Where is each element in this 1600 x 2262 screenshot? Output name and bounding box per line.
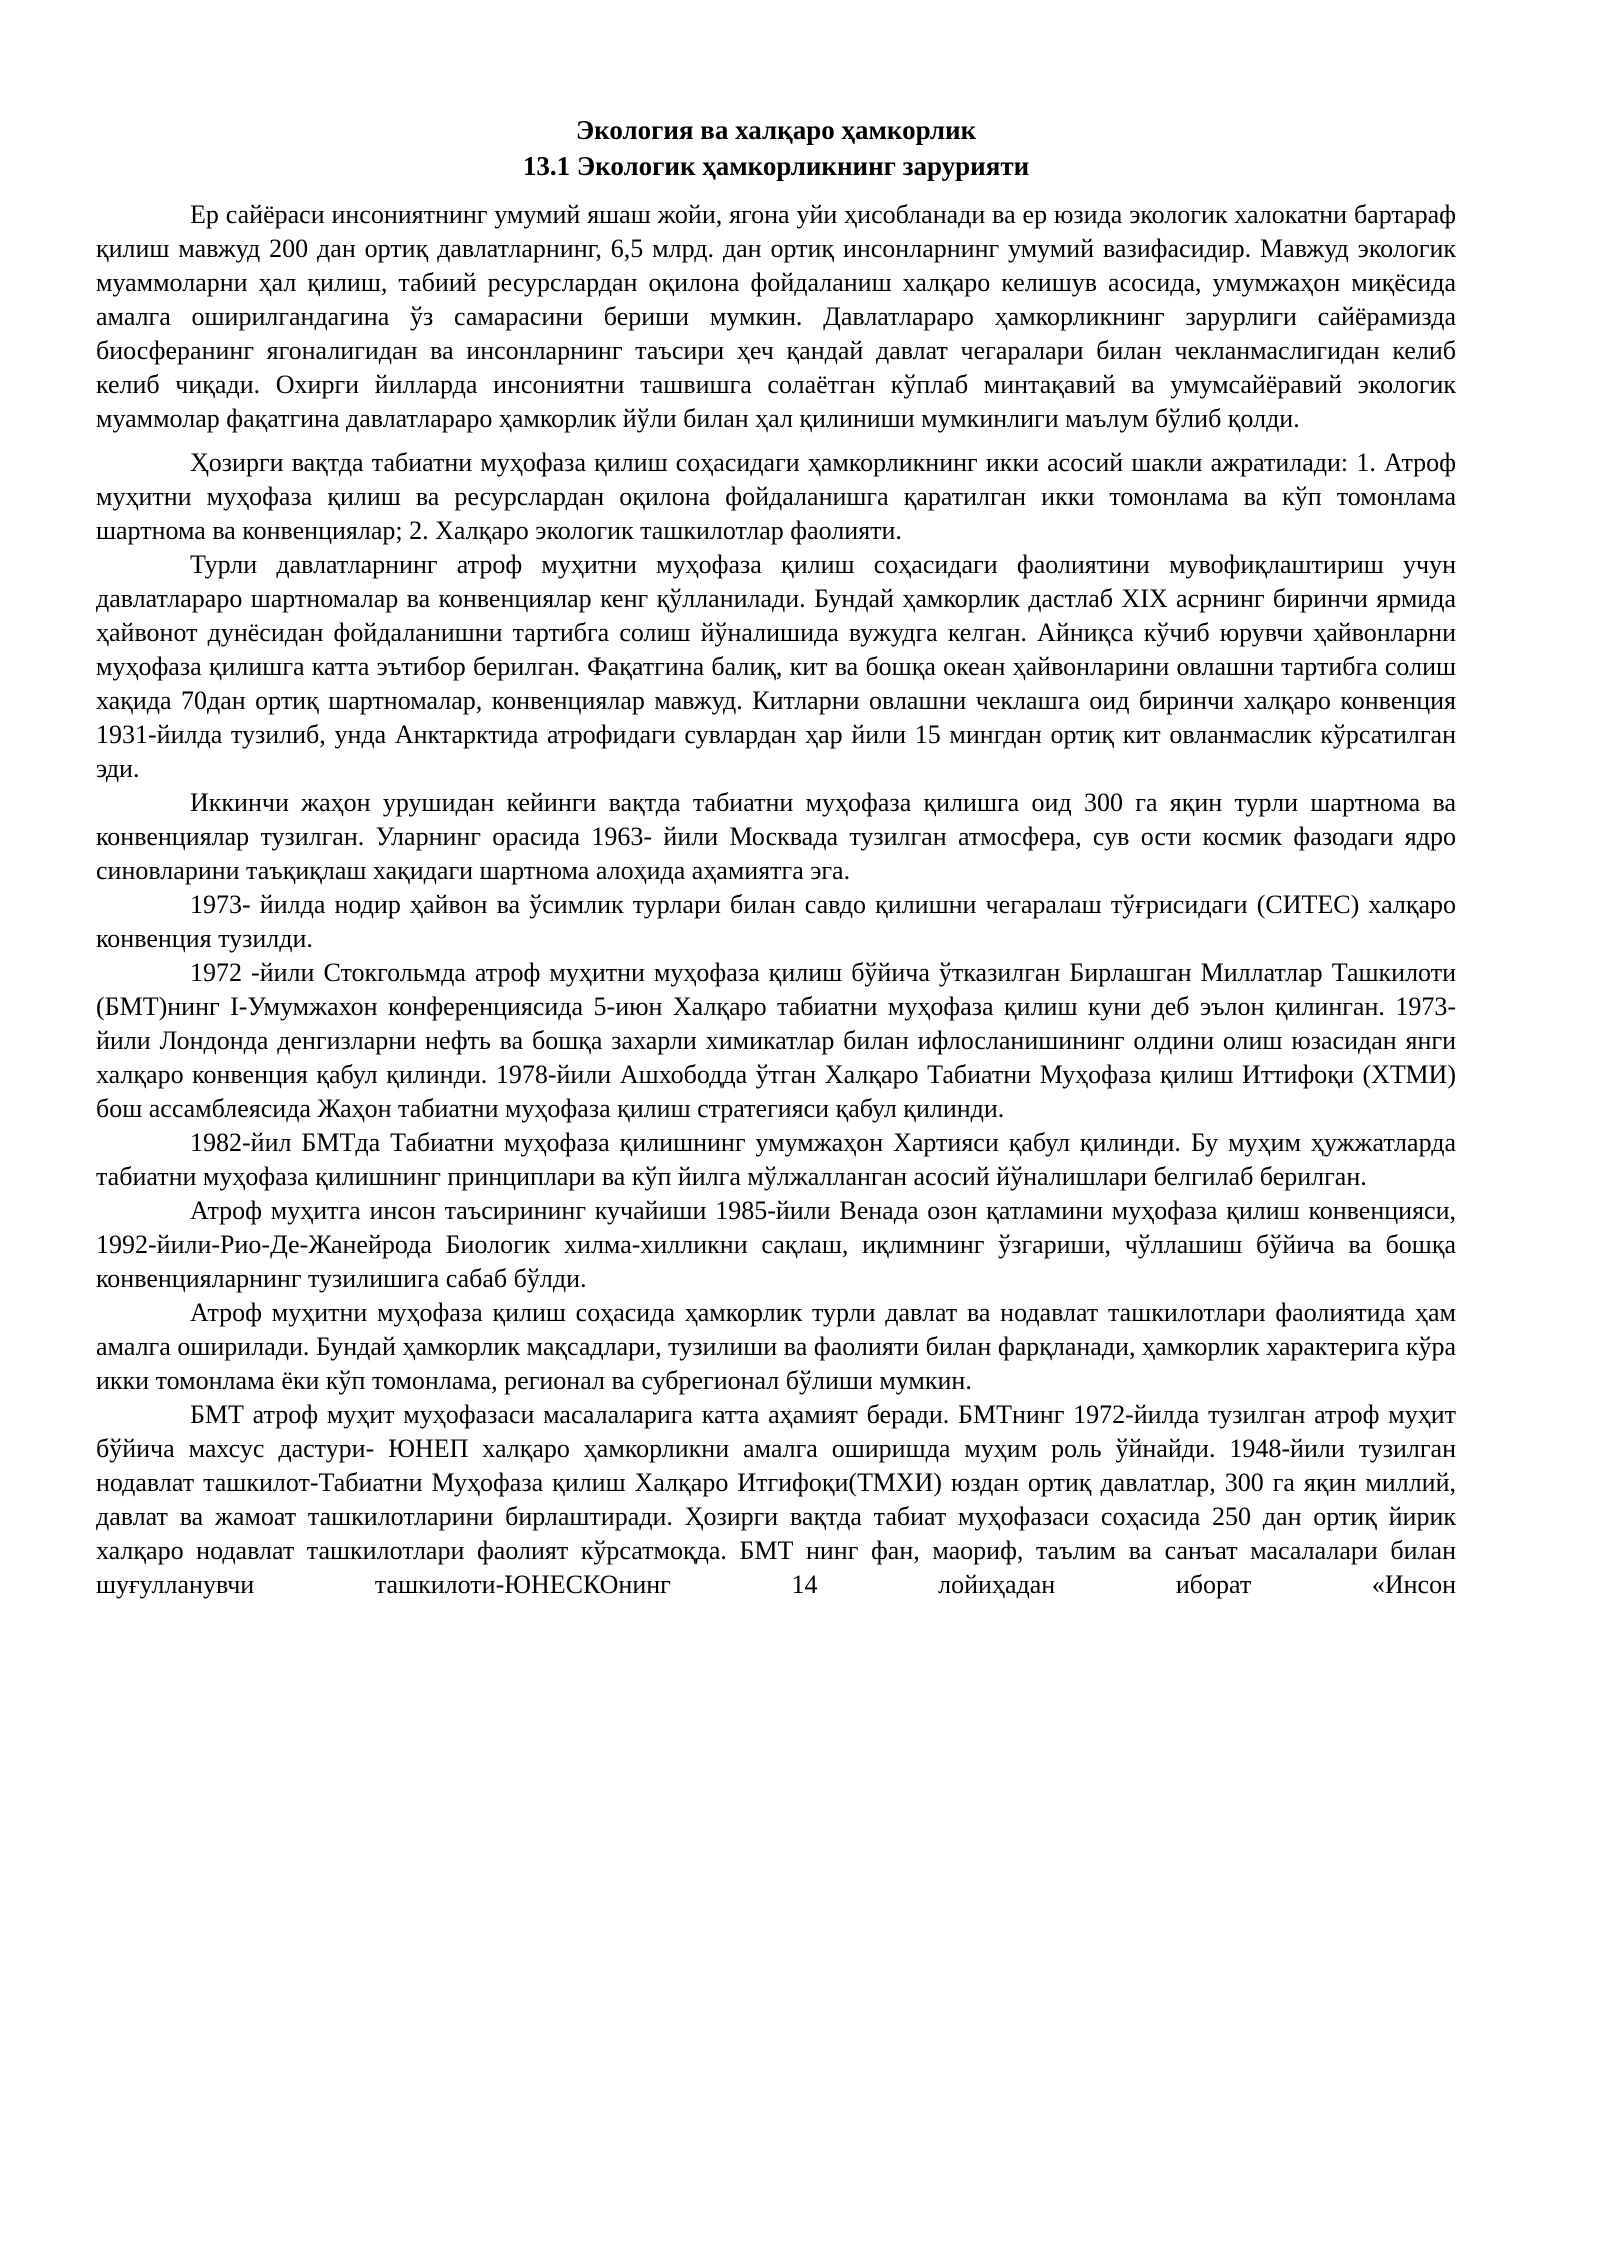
section-heading: 13.1 Экологик ҳамкорликнинг зарурияти <box>522 151 1030 181</box>
paragraph-ngo-cooperation: Атроф муҳитни муҳофаза қилиш соҳасида ҳамкорлик турли давлат ва нодавлат ташкилотлари фаолиятида ҳам амалга оширилади. Бундай ҳамкорлик мақсадлари, тузилиши ва фаолияти билан фарқланади, ҳамкорлик характерига кўра икки томонлама ёки кўп томонлама, регионал ва субрегионал бўлиши мумкин. <box>96 1298 1456 1395</box>
paragraph-international-treaties: Турли давлатларнинг атроф муҳитни муҳофаза қилиш соҳасидаги фаолиятини мувофиқлаштириш учун давлатлараро шартномалар ва конвенциялар кенг қўлланилади. Бундай ҳамкорлик дастлаб XIX асрнинг биринчи ярмида ҳайвонот дунёсидан фойдаланишни тартибга солиш йўналишида вужудга келган. Айниқса кўчиб юрувчи ҳайвонларни муҳофаза қилишга катта эътибор берилган. Фақатгина балиқ, кит ва бошқа океан ҳайвонларини овлашни тартибга солиш хақида 70дан ортиқ шартномалар, конвенциялар мавжуд. Китларни овлашни чеклашга оид биринчи халқаро конвенция 1931-йилда тузилиб, унда Анктарктида атрофидаги сувлардан ҳар йили 15 мингдан ортиқ кит овланмаслик кўрсатилган эди. <box>96 550 1456 783</box>
paragraph-post-war-conventions: Иккинчи жаҳон урушидан кейинги вақтда табиатни муҳофаза қилишга оид 300 га яқин турли шартнома ва конвенциялар тузилган. Уларнинг орасида 1963- йили Москвада тузилган атмосфера, сув ости космик фазодаги ядро синовларини таъқиқлаш хақидаги шартнома алоҳида аҳамиятга эга. <box>96 788 1456 885</box>
paragraph-forms-of-cooperation: Ҳозирги вақтда табиатни муҳофаза қилиш соҳасидаги ҳамкорликнинг икки асосий шакли ажратилади: 1. Атроф муҳитни муҳофаза қилиш ва ресурслардан оқилона фойдаланишга қаратилган икки томонлама ва кўп томонлама шартнома ва конвенциялар; 2. Халқаро экологик ташкилотлар фаолияти. <box>96 448 1456 545</box>
paragraph-earth-common-home: Ер сайёраси инсониятнинг умумий яшаш жойи, ягона уйи ҳисобланади ва ер юзида экологик халокатни бартараф қилиш мавжуд 200 дан ортиқ давлатларнинг, 6,5 млрд. дан ортиқ инсонларнинг умумий вазифасидир. Мавжуд экологик муаммоларни ҳал қилиш, табиий ресурслардан оқилона фойдаланиш халқаро келишув асосида, умумжаҳон миқёсида амалга оширилгандагина ўз самарасини бериши мумкин. Давлатлараро ҳамкорликнинг зарурлиги сайёрамизда биосферанинг ягоналигидан ва инсонларнинг таъсири ҳеч қандай давлат чегаралари билан чекланмаслигидан келиб келиб чиқади. Охирги йилларда инсониятни ташвишга солаётган кўплаб минтақавий ва умумсайёравий экологик муаммолар фақатгина давлатлараро ҳамкорлик йўли билан ҳал қилиниши мумкинлиги маълум бўлиб қолди. <box>96 200 1456 433</box>
document-title: Экология ва халқаро ҳамкорлик <box>575 115 977 145</box>
paragraph-stockholm-1972: 1972 -йили Стокгольмда атроф муҳитни муҳофаза қилиш бўйича ўтказилган Бирлашган Миллатлар Ташкилоти (БМТ)нинг I-Умумжахон конференциясида 5-июн Халқаро табиатни муҳофаза қилиш куни деб эълон қилинган. 1973-йили Лондонда денгизларни нефть ва бошқа захарли химикатлар билан ифлосланишининг олдини олиш юзасидан янги халқаро конвенция қабул қилинди. 1978-йили Ашхободда ўтган Халқаро Табиатни Муҳофаза қилиш Иттифоқи (ХТМИ) бош ассамблеясида Жаҳон табиатни муҳофаза қилиш стратегияси қабул қилинди. <box>96 958 1456 1123</box>
document-content <box>96 112 1456 1602</box>
paragraph-world-charter-1982: 1982-йил БМТда Табиатни муҳофаза қилишнинг умумжаҳон Хартияси қабул қилинди. Бу муҳим ҳужжатларда табиатни муҳофаза қилишнинг принциплари ва кўп йилга мўлжалланган асосий йўналишлари белгилаб берилган. <box>96 1128 1456 1191</box>
paragraph-vienna-rio-conventions: Атроф муҳитга инсон таъсирининг кучайиши 1985-йили Венада озон қатламини муҳофаза қилиш конвенцияси, 1992-йили-Рио-Де-Жанейрода Биологик хилма-хилликни сақлаш, иқлимнинг ўзгариши, чўллашиш бўйича ва бошқа конвенцияларнинг тузилишига сабаб бўлди. <box>96 1196 1456 1293</box>
paragraph-un-environment: БМТ атроф муҳит муҳофазаси масалаларига катта аҳамият беради. БМТнинг 1972-йилда тузилган атроф муҳит бўйича махсус дастури- ЮНЕП халқаро ҳамкорликни амалга оширишда муҳим роль ўйнайди. 1948-йили тузилган нодавлат ташкилот-Табиатни Муҳофаза қилиш Халқаро Итгифоқи(ТМХИ) юздан ортиқ давлатлар, 300 га яқин миллий, давлат ва жамоат ташкилотларини бирлаштиради. Ҳозирги вақтда табиат муҳофазаси соҳасида 250 дан ортиқ йирик халқаро нодавлат ташкилотлари фаолият кўрсатмоқда. БМТ нинг фан, маориф, таълим ва санъат масалалари билан шуғулланувчи ташкилоти-ЮНЕСКОнинг 14 лойиҳадан иборат «Инсон <box>96 1400 1456 1599</box>
document-body <box>96 198 1456 1602</box>
paragraph-cites-1973: 1973- йилда нодир ҳайвон ва ўсимлик турлари билан савдо қилишни чегаралаш тўғрисидаги (СИТЕС) халқаро конвенция тузилди. <box>96 890 1456 953</box>
